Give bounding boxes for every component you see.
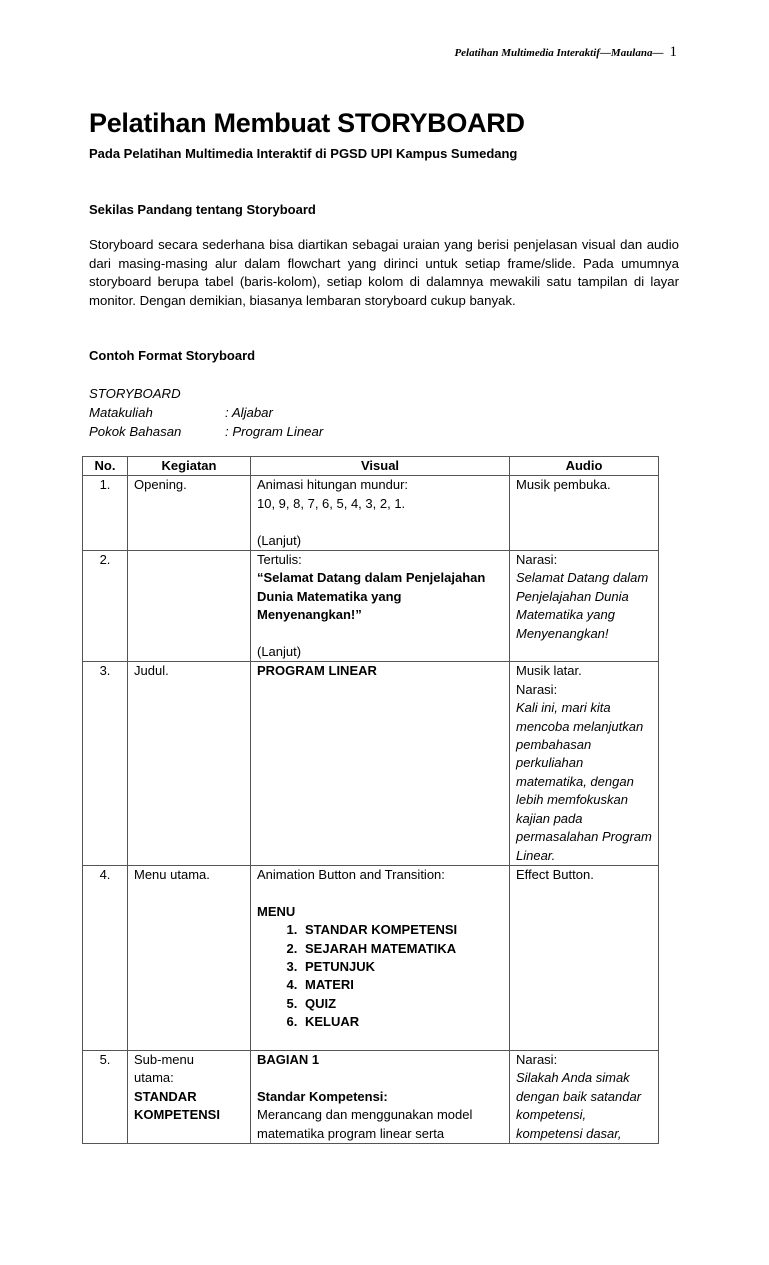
audio-label: Narasi: xyxy=(516,552,558,568)
matakuliah-label: Matakuliah xyxy=(89,405,153,420)
row-audio: Musik pembuka. xyxy=(510,476,659,551)
header-visual: Visual xyxy=(251,457,510,476)
kegiatan-text: utama: xyxy=(134,1070,174,1086)
storyboard-label: STORYBOARD xyxy=(89,386,181,401)
row-visual xyxy=(251,551,510,662)
header-audio: Audio xyxy=(510,457,659,476)
menu-item: 5. QUIZ xyxy=(301,995,503,1013)
audio-narration: Kali ini, mari kita mencoba melanjutkan pembahasan perkuliahan matematika, dengan lebih memfokuskan kajian pada permasalahan Program Linear. xyxy=(516,700,652,863)
menu-item: 6. KELUAR xyxy=(301,1013,503,1031)
menu-item: 2. SEJARAH MATEMATIKA xyxy=(301,940,503,958)
section-heading-format: Contoh Format Storyboard xyxy=(89,348,256,363)
running-header xyxy=(454,44,677,61)
visual-text: 10, 9, 8, 7, 6, 5, 4, 3, 2, 1. xyxy=(257,495,406,511)
row-kegiatan: Judul. xyxy=(128,662,251,865)
menu-item: 4. MATERI xyxy=(301,976,503,994)
storyboard-table xyxy=(82,456,659,1144)
meta-row-matakuliah xyxy=(89,403,323,422)
row-audio xyxy=(510,551,659,662)
visual-text: Animasi hitungan mundur: xyxy=(257,477,409,493)
row-kegiatan xyxy=(128,551,251,662)
meta-row-pokok xyxy=(89,422,323,441)
menu-item: 1. STANDAR KOMPETENSI xyxy=(301,921,503,939)
row-visual xyxy=(251,476,510,551)
pokok-bahasan-value: : Program Linear xyxy=(225,424,324,439)
row-no: 2. xyxy=(83,551,128,662)
table-row xyxy=(83,476,659,551)
table-row xyxy=(83,662,659,865)
row-no: 1. xyxy=(83,476,128,551)
row-no: 3. xyxy=(83,662,128,865)
visual-note: (Lanjut) xyxy=(257,644,302,660)
table-row xyxy=(83,865,659,1050)
visual-note: (Lanjut) xyxy=(257,532,302,548)
visual-text: Animation Button and Transition: xyxy=(257,866,445,882)
row-visual: PROGRAM LINEAR xyxy=(251,662,510,865)
pokok-bahasan-label: Pokok Bahasan xyxy=(89,424,182,439)
row-audio xyxy=(510,662,659,865)
section-heading-overview: Sekilas Pandang tentang Storyboard xyxy=(89,202,316,217)
kegiatan-text: Sub-menu xyxy=(134,1051,194,1067)
page-subtitle: Pada Pelatihan Multimedia Interaktif di PGSD UPI Kampus Sumedang xyxy=(89,146,518,161)
page-number: 1 xyxy=(669,44,677,60)
header-no: No. xyxy=(83,457,128,476)
row-kegiatan xyxy=(128,1050,251,1143)
running-title: Pelatihan Multimedia Interaktif—Maulana— xyxy=(454,47,664,59)
table-row xyxy=(83,1050,659,1143)
row-audio xyxy=(510,1050,659,1143)
table-header-row xyxy=(83,457,659,476)
row-no: 4. xyxy=(83,865,128,1050)
audio-label: Narasi: xyxy=(516,1051,558,1067)
matakuliah-value: : Aljabar xyxy=(225,405,273,420)
overview-paragraph: Storyboard secara sederhana bisa diartikan sebagai uraian yang berisi penjelasan visual dan audio dari masing-masing alur dalam flowchart yang dirinci untuk setiap frame/slide. Pada umumnya storyboard berupa tabel (baris-kolom), setiap kolom di dalamnya mewakili satu tampilan di layar monitor. Dengan demikian, biasanya lembaran storyboard cukup banyak. xyxy=(89,237,679,308)
table-row xyxy=(83,551,659,662)
menu-title: MENU xyxy=(257,903,296,919)
visual-bold-text: Standar Kompetensi: xyxy=(257,1088,388,1104)
kegiatan-bold-text: STANDAR KOMPETENSI xyxy=(134,1088,220,1123)
visual-bold-text: “Selamat Datang dalam Penjelajahan Dunia Matematika yang Menyenangkan!” xyxy=(257,570,486,623)
storyboard-meta xyxy=(89,384,323,441)
header-kegiatan: Kegiatan xyxy=(128,457,251,476)
page-title: Pelatihan Membuat STORYBOARD xyxy=(89,108,525,138)
visual-text: Merancang dan menggunakan model matematika program linear serta xyxy=(257,1107,473,1141)
menu-list xyxy=(257,921,503,1031)
row-kegiatan: Opening. xyxy=(128,476,251,551)
row-visual xyxy=(251,1050,510,1143)
row-kegiatan: Menu utama. xyxy=(128,865,251,1050)
audio-label: Narasi: xyxy=(516,681,558,697)
menu-item: 3. PETUNJUK xyxy=(301,958,503,976)
row-visual xyxy=(251,865,510,1050)
audio-label: Musik latar. xyxy=(516,663,582,679)
row-no: 5. xyxy=(83,1050,128,1143)
visual-text: Tertulis: xyxy=(257,552,302,568)
visual-bold-text: BAGIAN 1 xyxy=(257,1051,320,1067)
audio-narration: Selamat Datang dalam Penjelajahan Dunia Matematika yang Menyenangkan! xyxy=(516,570,649,641)
audio-narration: Silakah Anda simak dengan baik satandar kompetensi, kompetensi dasar, xyxy=(516,1070,642,1141)
row-audio: Effect Button. xyxy=(510,865,659,1050)
